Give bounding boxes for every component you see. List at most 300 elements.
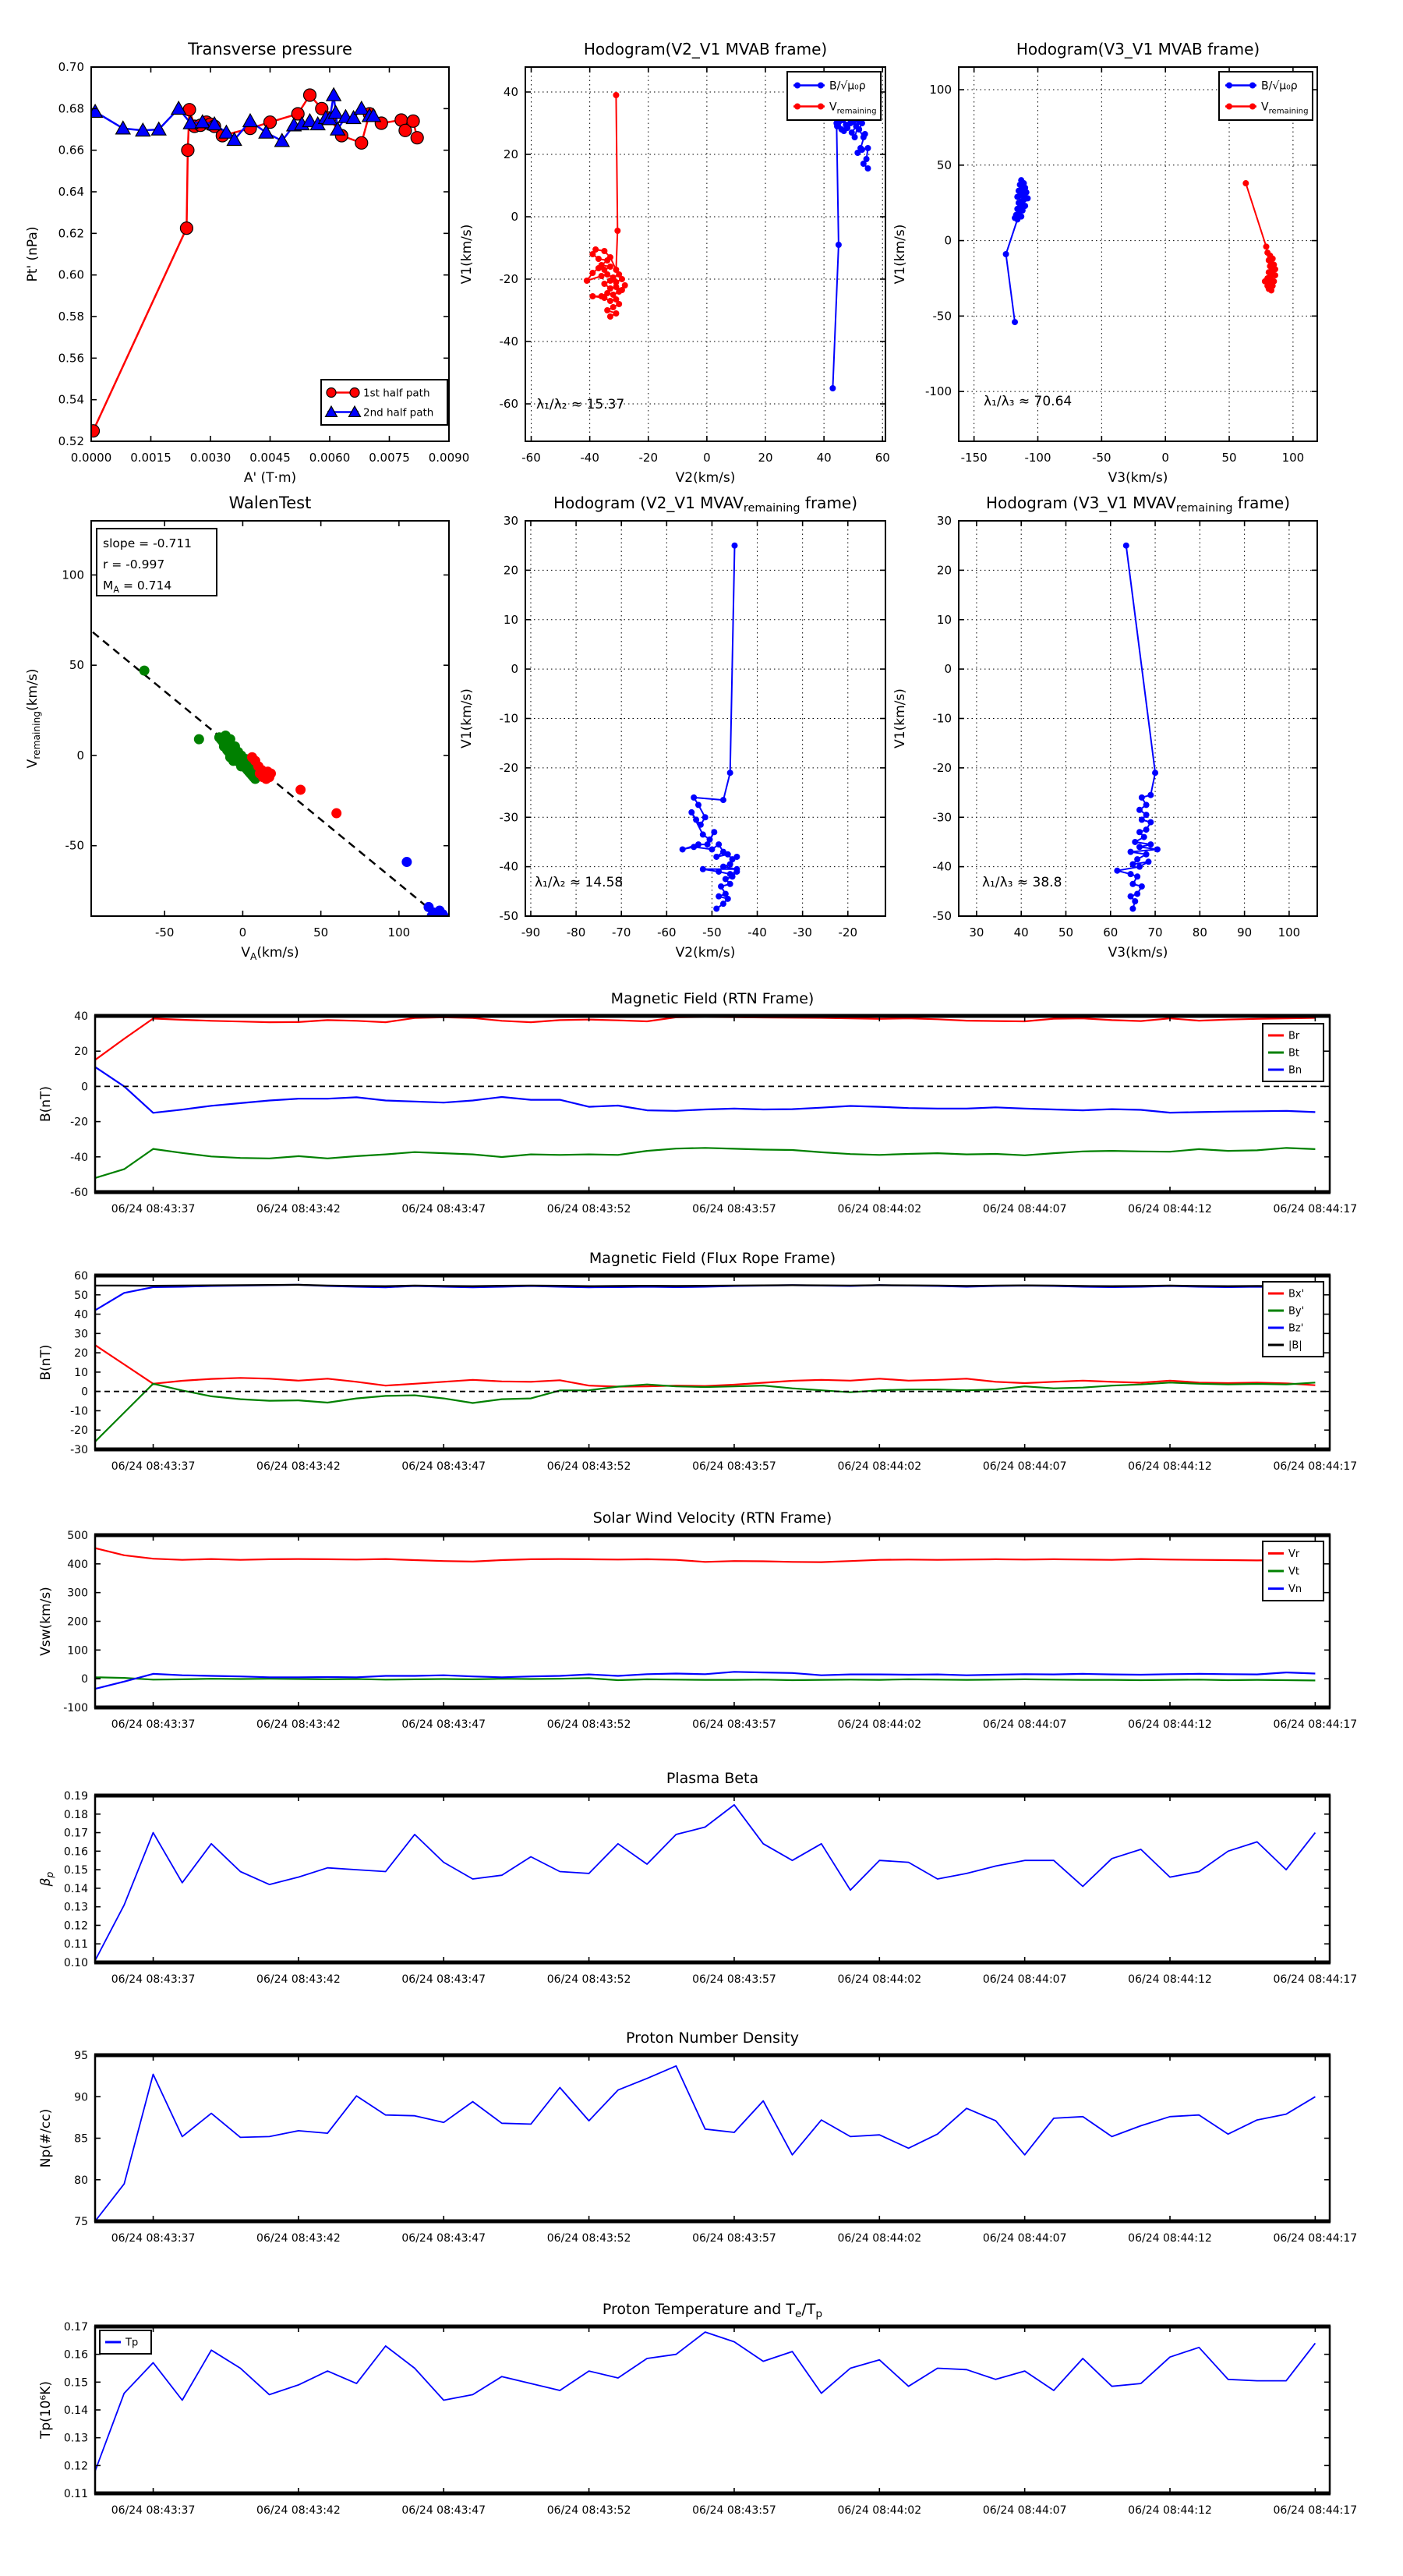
y-tick-label: -20 xyxy=(70,1116,88,1129)
y-tick-label: -30 xyxy=(932,810,952,825)
y-tick-label: 80 xyxy=(74,2174,88,2187)
legend-label: Vr xyxy=(1288,1548,1300,1560)
chart-plasma-beta xyxy=(38,1770,1357,1986)
y-tick-label: 50 xyxy=(936,157,952,172)
marker xyxy=(433,918,443,929)
x-tick-label: 100 xyxy=(1278,925,1301,939)
y-tick-label: 100 xyxy=(67,1644,88,1658)
marker xyxy=(680,846,686,852)
marker xyxy=(1249,83,1256,89)
marker xyxy=(1139,794,1145,801)
marker xyxy=(723,876,729,882)
plot-area xyxy=(95,2332,1315,2471)
axes-frame xyxy=(525,67,885,441)
x-tick-label: 06/24 08:43:37 xyxy=(111,1460,196,1473)
x-axis-label: A' (T·m) xyxy=(243,470,297,486)
y-tick-label: 40 xyxy=(74,1308,88,1322)
marker xyxy=(688,809,694,816)
marker xyxy=(1226,104,1232,110)
y-tick-label: 85 xyxy=(74,2132,88,2146)
legend-label: Vn xyxy=(1288,1583,1302,1596)
y-tick-label: 75 xyxy=(74,2216,88,2228)
marker xyxy=(859,120,865,126)
y-tick-label: 0.19 xyxy=(63,1790,88,1803)
y-axis-label: V1(km/s) xyxy=(459,224,475,285)
marker xyxy=(861,161,867,167)
y-axis-label: Pt' (nPa) xyxy=(25,226,41,282)
marker xyxy=(182,144,194,157)
chart-title: Magnetic Field (Flux Rope Frame) xyxy=(588,1250,836,1267)
y-axis-label: Tp(10⁶K) xyxy=(38,2380,54,2440)
marker xyxy=(194,734,204,745)
marker xyxy=(720,901,726,907)
x-tick-label: 06/24 08:44:17 xyxy=(1273,1718,1358,1731)
marker xyxy=(856,126,862,133)
chart-title: Transverse pressure xyxy=(188,40,352,58)
x-tick-label: 06/24 08:44:12 xyxy=(1128,2504,1212,2517)
y-tick-label: -10 xyxy=(499,711,518,726)
x-tick-label: 06/24 08:43:57 xyxy=(692,2232,776,2245)
marker xyxy=(711,829,717,835)
series-line-beta-p xyxy=(95,1805,1315,1961)
x-tick-label: 06/24 08:43:52 xyxy=(546,1460,631,1473)
y-tick-label: -30 xyxy=(499,810,518,825)
x-tick-label: 06/24 08:44:17 xyxy=(1273,1973,1358,1986)
series-line-bt xyxy=(95,1148,1315,1178)
x-tick-label: 06/24 08:43:57 xyxy=(692,1718,776,1731)
y-tick-label: 0.12 xyxy=(63,1920,88,1933)
y-tick-label: 95 xyxy=(74,2050,88,2062)
chart-hodogram-v3v1-mvab xyxy=(892,40,1317,486)
x-tick-label: 06/24 08:44:07 xyxy=(982,1973,1067,1986)
chart-mag-field-rtn xyxy=(38,990,1357,1215)
legend-label: B/√μ₀ρ xyxy=(1261,80,1298,93)
marker xyxy=(1143,801,1150,808)
x-tick-label: 40 xyxy=(1013,925,1029,939)
marker xyxy=(350,388,359,398)
marker xyxy=(713,905,719,911)
marker xyxy=(733,854,740,860)
marker xyxy=(725,896,731,902)
marker xyxy=(140,666,150,676)
x-tick-label: 06/24 08:44:07 xyxy=(982,1203,1067,1215)
marker xyxy=(1136,864,1143,870)
y-tick-label: -60 xyxy=(70,1187,88,1199)
chart-mag-field-flux-rope xyxy=(38,1250,1357,1473)
legend-label: Bz' xyxy=(1288,1322,1304,1335)
plot-area xyxy=(1003,177,1278,325)
marker xyxy=(1123,543,1129,549)
x-axis-label: V3(km/s) xyxy=(1108,470,1168,486)
y-tick-label: 0.14 xyxy=(63,2404,88,2417)
x-tick-label: 100 xyxy=(387,925,411,939)
series-line-br xyxy=(95,1017,1315,1060)
x-tick-label: -40 xyxy=(580,451,599,465)
marker xyxy=(716,841,722,847)
marker xyxy=(1129,881,1136,887)
marker xyxy=(616,288,622,295)
y-tick-label: -100 xyxy=(924,384,952,399)
x-tick-label: 06/24 08:43:42 xyxy=(256,2232,341,2245)
y-tick-label: -10 xyxy=(70,1405,88,1418)
marker xyxy=(695,801,702,808)
x-tick-label: 06/24 08:44:12 xyxy=(1128,1203,1212,1215)
marker xyxy=(1143,826,1150,833)
y-tick-label: 0.12 xyxy=(63,2460,88,2473)
marker xyxy=(1147,792,1154,798)
x-tick-label: -20 xyxy=(638,451,659,465)
y-tick-label: 0.66 xyxy=(58,143,84,157)
x-tick-label: -60 xyxy=(521,451,541,465)
x-tick-label: 06/24 08:44:12 xyxy=(1128,1460,1212,1473)
y-axis-label: B(nT) xyxy=(38,1085,54,1123)
y-tick-label: 100 xyxy=(62,568,84,582)
axes-frame xyxy=(95,1276,1330,1449)
y-tick-label: 0 xyxy=(944,662,952,677)
marker xyxy=(1136,844,1143,850)
marker xyxy=(1226,83,1232,89)
y-tick-label: -30 xyxy=(70,1444,88,1456)
marker xyxy=(610,304,617,310)
legend-stat: $M_A = 0.714$ xyxy=(103,579,172,595)
x-tick-label: 06/24 08:43:42 xyxy=(256,1718,341,1731)
chart-hodogram-v2v1-mvav xyxy=(459,494,885,961)
x-tick-label: -90 xyxy=(521,925,541,939)
y-tick-label: 0.70 xyxy=(58,60,84,74)
chart-solar-wind-velocity xyxy=(38,1509,1357,1731)
y-tick-label: 40 xyxy=(503,85,518,99)
x-tick-label: 0.0090 xyxy=(428,451,470,465)
x-axis-label: V3(km/s) xyxy=(1108,945,1168,961)
legend-label: $V_{remaining}$ xyxy=(1261,101,1309,116)
y-tick-label: 20 xyxy=(936,563,952,578)
y-tick-label: 0.18 xyxy=(63,1808,88,1821)
y-tick-label: 20 xyxy=(503,147,518,161)
chart-title: Hodogram (V2_V1 $MVAV_{remaining}$ frame) xyxy=(553,494,858,515)
plot-area xyxy=(680,543,740,912)
x-tick-label: 06/24 08:44:02 xyxy=(837,2504,922,2517)
x-tick-label: 06/24 08:43:57 xyxy=(692,1460,776,1473)
x-tick-label: 06/24 08:43:52 xyxy=(546,1203,631,1215)
marker xyxy=(401,857,412,867)
y-tick-label: 0.56 xyxy=(58,351,84,366)
x-tick-label: 0.0000 xyxy=(70,451,112,465)
y-axis-label: B(nT) xyxy=(38,1344,54,1381)
legend-label: |B| xyxy=(1288,1339,1302,1352)
marker xyxy=(1134,856,1140,862)
x-tick-label: -100 xyxy=(1024,451,1051,465)
y-tick-label: -20 xyxy=(499,272,518,286)
marker xyxy=(1152,770,1158,776)
x-tick-label: -70 xyxy=(611,925,631,939)
x-tick-label: 06/24 08:44:07 xyxy=(982,1460,1067,1473)
x-tick-label: 06/24 08:43:42 xyxy=(256,2504,341,2517)
x-tick-label: -80 xyxy=(566,925,586,939)
marker xyxy=(595,265,602,271)
legend-label: Bx' xyxy=(1288,1288,1305,1300)
y-tick-label: 0.16 xyxy=(63,1845,88,1859)
marker xyxy=(1154,846,1161,852)
x-axis-label: V2(km/s) xyxy=(675,470,736,486)
marker xyxy=(589,251,595,257)
marker xyxy=(1249,104,1256,110)
marker xyxy=(727,861,733,867)
x-tick-label: 06/24 08:43:57 xyxy=(692,1973,776,1986)
marker xyxy=(716,869,722,875)
legend-label: By' xyxy=(1288,1305,1305,1318)
y-tick-label: 0.13 xyxy=(63,2432,88,2445)
marker xyxy=(818,83,824,89)
x-tick-label: 06/24 08:43:42 xyxy=(256,1973,341,1986)
y-tick-label: 20 xyxy=(74,1347,88,1361)
plot-area xyxy=(95,1017,1315,1178)
x-tick-label: 06/24 08:43:47 xyxy=(401,1203,486,1215)
x-tick-label: 06/24 08:44:02 xyxy=(837,1203,922,1215)
legend-stat: r = -0.997 xyxy=(103,557,165,571)
marker xyxy=(700,866,706,872)
y-tick-label: 0 xyxy=(81,1081,88,1094)
marker xyxy=(700,831,706,837)
x-tick-label: 06/24 08:43:37 xyxy=(111,2504,196,2517)
x-tick-label: -20 xyxy=(838,925,858,939)
marker xyxy=(589,293,595,299)
y-tick-label: -50 xyxy=(499,909,518,923)
x-tick-label: 06/24 08:43:57 xyxy=(692,1203,776,1215)
marker xyxy=(589,270,595,276)
marker xyxy=(720,797,726,803)
series-line-bx-prime xyxy=(95,1345,1315,1386)
marker xyxy=(1136,807,1143,813)
marker xyxy=(1141,834,1147,840)
axes-frame xyxy=(95,1016,1330,1192)
series-line-np xyxy=(95,2066,1315,2221)
plot-area xyxy=(584,92,871,391)
marker xyxy=(709,846,715,852)
y-axis-label: V1(km/s) xyxy=(892,688,908,748)
axes-frame xyxy=(959,67,1317,441)
marker xyxy=(730,873,736,879)
x-tick-label: 0.0060 xyxy=(309,451,351,465)
x-tick-label: 06/24 08:43:47 xyxy=(401,1718,486,1731)
y-tick-label: -50 xyxy=(65,838,84,853)
y-tick-label: 30 xyxy=(936,514,952,528)
y-tick-label: 0 xyxy=(76,748,84,763)
x-tick-label: 06/24 08:43:52 xyxy=(546,2232,631,2245)
x-tick-label: 0.0075 xyxy=(369,451,410,465)
y-tick-label: 0.54 xyxy=(58,392,84,407)
x-tick-label: -60 xyxy=(657,925,677,939)
marker xyxy=(622,282,628,288)
marker xyxy=(595,256,602,262)
marker xyxy=(1242,180,1249,186)
y-tick-label: 0.14 xyxy=(63,1882,88,1895)
series-line-vr xyxy=(95,1548,1315,1562)
marker xyxy=(1012,319,1018,325)
y-tick-label: 0.62 xyxy=(58,226,84,241)
y-tick-label: 10 xyxy=(936,612,952,627)
marker xyxy=(607,298,613,304)
legend-label: $V_{remaining}$ xyxy=(829,101,877,116)
axes-frame xyxy=(95,2327,1330,2493)
y-tick-label: -20 xyxy=(70,1424,88,1438)
marker xyxy=(727,770,733,776)
marker xyxy=(698,822,704,828)
marker xyxy=(601,281,607,287)
y-tick-label: 0.15 xyxy=(63,2376,88,2390)
marker xyxy=(859,147,865,153)
x-tick-label: 50 xyxy=(1221,451,1237,465)
marker xyxy=(355,136,368,149)
y-tick-label: -40 xyxy=(932,859,952,874)
chart-proton-number-density xyxy=(38,2029,1357,2245)
chart-title: Plasma Beta xyxy=(666,1770,759,1787)
marker xyxy=(88,104,102,117)
axes-frame xyxy=(95,1796,1330,1962)
y-axis-label: V1(km/s) xyxy=(459,688,475,748)
y-tick-label: -40 xyxy=(70,1151,88,1164)
marker xyxy=(1014,216,1020,222)
marker xyxy=(601,248,607,254)
y-tick-label: 10 xyxy=(74,1366,88,1379)
y-tick-label: 0.68 xyxy=(58,101,84,116)
chart-title: Magnetic Field (RTN Frame) xyxy=(610,990,815,1007)
marker xyxy=(1129,905,1136,911)
y-tick-label: 300 xyxy=(67,1587,88,1600)
marker xyxy=(407,115,419,127)
x-tick-label: 06/24 08:43:52 xyxy=(546,1718,631,1731)
axes-frame xyxy=(95,2055,1330,2221)
x-tick-label: 06/24 08:43:57 xyxy=(692,2504,776,2517)
marker xyxy=(1134,890,1140,897)
y-tick-label: 0.16 xyxy=(63,2348,88,2362)
marker xyxy=(862,131,868,137)
x-tick-label: 06/24 08:44:17 xyxy=(1273,1460,1358,1473)
marker xyxy=(720,864,726,870)
marker xyxy=(864,145,871,151)
marker xyxy=(614,228,620,234)
marker xyxy=(616,301,622,307)
y-tick-label: -100 xyxy=(63,1702,88,1714)
marker xyxy=(331,809,341,819)
y-axis-label: $\beta_p$ xyxy=(38,1871,55,1887)
chart-walen-test xyxy=(25,494,451,962)
marker xyxy=(613,92,619,98)
x-tick-label: 06/24 08:44:07 xyxy=(982,2504,1067,2517)
chart-hodogram-v2v1-mvab xyxy=(459,40,890,486)
x-axis-label: $V_A(km/s)$ xyxy=(241,945,299,962)
y-tick-label: 30 xyxy=(74,1328,88,1341)
marker xyxy=(1128,849,1134,855)
chart-title: Proton Number Density xyxy=(626,2029,799,2047)
y-tick-label: 200 xyxy=(67,1615,88,1629)
y-tick-label: 0.10 xyxy=(63,1957,88,1969)
marker xyxy=(733,869,740,875)
y-tick-label: -50 xyxy=(932,909,952,923)
x-tick-label: 0 xyxy=(703,451,711,465)
chart-transverse-pressure xyxy=(25,40,469,486)
marker xyxy=(216,734,226,745)
marker xyxy=(1145,858,1151,865)
y-tick-label: -60 xyxy=(499,397,518,411)
y-tick-label: 0 xyxy=(511,662,518,677)
chart-title: Solar Wind Velocity (RTN Frame) xyxy=(592,1509,832,1527)
marker xyxy=(1136,829,1143,835)
x-tick-label: 06/24 08:44:07 xyxy=(982,2232,1067,2245)
x-tick-label: -50 xyxy=(1092,451,1111,465)
x-tick-label: 06/24 08:44:12 xyxy=(1128,1718,1212,1731)
y-tick-label: 0.60 xyxy=(58,267,84,282)
marker xyxy=(1128,871,1134,877)
plot-area xyxy=(95,2066,1315,2221)
plot-area xyxy=(93,632,451,930)
marker xyxy=(705,841,711,847)
legend-label: Bn xyxy=(1288,1064,1302,1077)
marker xyxy=(228,755,239,766)
marker xyxy=(619,276,625,282)
chart-title: Hodogram(V2_V1 MVAB frame) xyxy=(583,40,828,58)
x-tick-label: 06/24 08:43:37 xyxy=(111,1718,196,1731)
chart-title: Proton Temperature and $T_e/T_p$ xyxy=(602,2301,823,2320)
x-tick-label: 06/24 08:43:42 xyxy=(256,1203,341,1215)
x-tick-label: -50 xyxy=(154,925,175,939)
marker xyxy=(604,271,610,278)
marker xyxy=(1268,287,1274,293)
y-tick-label: 20 xyxy=(503,563,518,578)
x-tick-label: 06/24 08:43:37 xyxy=(111,1973,196,1986)
x-tick-label: 06/24 08:44:12 xyxy=(1128,1973,1212,1986)
annotation: λ₁/λ₂ ≈ 15.37 xyxy=(536,397,625,412)
x-tick-label: 06/24 08:43:47 xyxy=(401,1973,486,1986)
y-tick-label: 0.64 xyxy=(58,185,84,199)
marker xyxy=(693,816,699,823)
chart-title: Hodogram(V3_V1 MVAB frame) xyxy=(1016,40,1260,58)
x-tick-label: 50 xyxy=(1058,925,1074,939)
y-tick-label: 50 xyxy=(69,658,84,673)
marker xyxy=(607,264,613,270)
marker xyxy=(607,278,613,284)
y-tick-label: -20 xyxy=(932,760,952,775)
chart-title: WalenTest xyxy=(228,494,312,512)
marker xyxy=(713,854,719,860)
x-tick-label: 06/24 08:43:37 xyxy=(111,1203,196,1215)
marker xyxy=(180,222,193,235)
plot-area xyxy=(95,1548,1315,1690)
x-tick-label: 70 xyxy=(1147,925,1163,939)
marker xyxy=(601,295,607,301)
annotation: λ₁/λ₃ ≈ 70.64 xyxy=(984,394,1073,409)
series-line-bn xyxy=(95,1064,1315,1113)
x-tick-label: 60 xyxy=(875,451,890,465)
marker xyxy=(439,916,449,926)
chart-title: Hodogram (V3_V1 $MVAV_{remaining}$ frame) xyxy=(985,494,1291,515)
y-tick-label: 0.17 xyxy=(63,1827,88,1840)
y-tick-label: 10 xyxy=(503,612,518,627)
x-tick-label: 06/24 08:43:42 xyxy=(256,1460,341,1473)
x-tick-label: 0.0015 xyxy=(130,451,171,465)
marker xyxy=(1263,243,1270,249)
legend-label: B/√μ₀ρ xyxy=(829,80,866,93)
marker xyxy=(716,893,722,900)
y-axis-label: Np(#/cc) xyxy=(38,2108,54,2168)
marker xyxy=(1132,839,1138,845)
marker xyxy=(1134,873,1140,879)
marker xyxy=(1143,812,1150,818)
chart-proton-temperature xyxy=(38,2301,1357,2517)
x-tick-label: 100 xyxy=(1281,451,1305,465)
x-tick-label: 06/24 08:43:37 xyxy=(111,2232,196,2245)
x-tick-label: 0.0030 xyxy=(189,451,231,465)
x-tick-label: 06/24 08:44:07 xyxy=(982,1718,1067,1731)
